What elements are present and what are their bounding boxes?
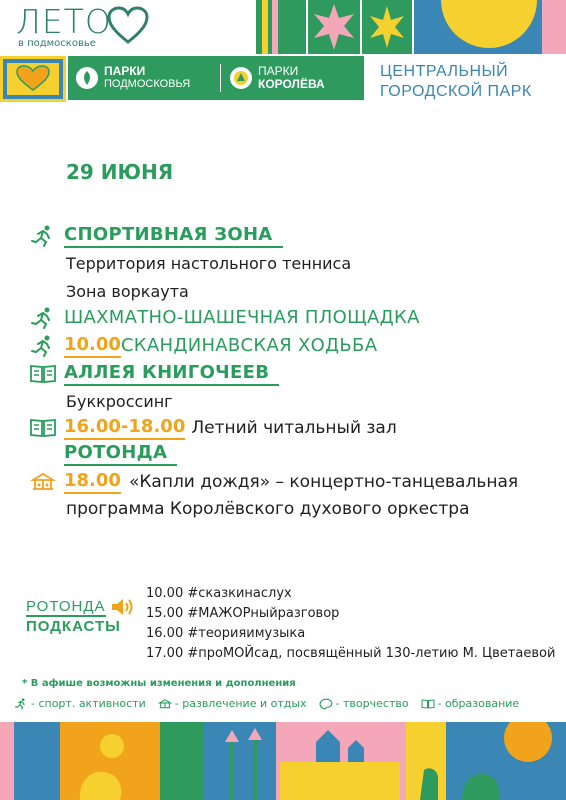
park-name — [380, 62, 560, 102]
leto-subtitle: в подмосковье — [18, 38, 96, 49]
podcast-list — [146, 584, 555, 664]
legend-fun — [158, 697, 307, 710]
legend-fun-label: - развлечение и отдых — [174, 697, 307, 710]
activity-concert-line2: программа Королёвского духового оркестра — [66, 499, 470, 519]
heart-outline-icon — [106, 6, 150, 46]
icon-legend — [14, 697, 519, 710]
activity-workout: Зона воркаута — [66, 282, 189, 301]
section-title-alley: АЛЛЕЯ КНИГОЧЕЕВ — [64, 362, 279, 386]
section-title-chess: ШАХМАТНО-ШАШЕЧНАЯ ПЛОЩАДКА — [64, 307, 420, 328]
schedule-row-alley — [28, 362, 279, 386]
event-date: 29 ИЮНЯ — [66, 160, 174, 184]
schedule-row-concert — [28, 470, 518, 494]
footer-decoration — [0, 722, 566, 800]
schedule-row-rotonda — [64, 442, 177, 466]
podcast-item: 10.00 #сказкинаслух — [146, 586, 292, 601]
legend-sport — [14, 697, 146, 710]
notice-text: * В афише возможны изменения и дополнения — [22, 678, 296, 689]
running-man-icon — [28, 334, 58, 358]
heart-tile — [0, 56, 66, 102]
running-man-icon — [14, 698, 28, 710]
legend-edu — [421, 697, 520, 710]
podcasts-title — [26, 596, 136, 635]
podcasts-title-podcasts: ПОДКАСТЫ — [26, 618, 121, 635]
parks-podmoskovya-top: ПАРКИ — [104, 64, 146, 78]
activity-concert-line1: «Капли дождя» – концертно-танцевальная — [128, 472, 519, 492]
parks-podmoskovya-bottom: ПОДМОСКОВЬЯ — [104, 78, 191, 90]
time-reading: 16.00-18.00 — [64, 416, 185, 440]
schedule-row-nordic-walk — [28, 334, 377, 358]
activity-reading: Летний читальный зал — [191, 418, 397, 438]
header-banner — [0, 0, 566, 104]
section-title-rotonda: РОТОНДА — [64, 442, 177, 466]
park-name-line1: ЦЕНТРАЛЬНЫЙ — [380, 63, 509, 80]
open-book-icon — [421, 698, 435, 710]
schedule-row-reading — [28, 416, 397, 440]
legend-edu-label: - образование — [437, 697, 520, 710]
podcast-item: 15.00 #МАЖОРныйразговор — [146, 606, 340, 621]
time-walk: 10.00 — [64, 334, 121, 358]
podcast-item: 17.00 #проМОЙсад, посвящённый 130-летию М. Цветаевой — [146, 646, 556, 661]
legend-sport-label: - спорт. активности — [31, 697, 146, 710]
leto-logo — [8, 4, 248, 52]
speaker-icon — [110, 596, 136, 618]
carousel-icon — [158, 698, 172, 710]
parks-logos-bar — [68, 56, 364, 100]
activity-tennis: Территория настольного тенниса — [66, 254, 352, 273]
palette-icon — [319, 698, 333, 710]
legend-art — [319, 697, 409, 710]
parks-koroleva-top: ПАРКИ — [258, 64, 299, 78]
park-name-line2: ГОРОДСКОЙ ПАРК — [380, 83, 532, 100]
section-title-sport-zone: СПОРТИВНАЯ ЗОНА — [64, 224, 283, 248]
parks-podmoskovya-logo-icon — [76, 67, 98, 89]
time-concert: 18.00 — [64, 470, 121, 494]
open-book-icon — [28, 362, 58, 386]
podcast-item: 16.00 #теорияимузыка — [146, 626, 306, 641]
running-man-icon — [28, 224, 58, 248]
legend-art-label: - творчество — [335, 697, 409, 710]
divider — [220, 64, 221, 92]
schedule-row-sport-zone — [28, 224, 283, 248]
running-man-icon — [28, 306, 58, 330]
decorative-tiles — [256, 0, 566, 56]
parks-koroleva-bottom: КОРОЛЁВА — [258, 77, 325, 91]
podcasts-title-rotonda: РОТОНДА — [26, 597, 106, 615]
carousel-icon — [28, 470, 58, 494]
open-book-icon — [28, 416, 58, 440]
activity-bookcrossing: Буккроссинг — [66, 392, 173, 411]
schedule-row-chess — [28, 306, 420, 330]
section-title-walk: СКАНДИНАВСКАЯ ХОДЬБА — [120, 335, 378, 356]
parks-koroleva-logo-icon — [230, 67, 252, 89]
leto-word: ЛЕТО — [16, 4, 112, 41]
